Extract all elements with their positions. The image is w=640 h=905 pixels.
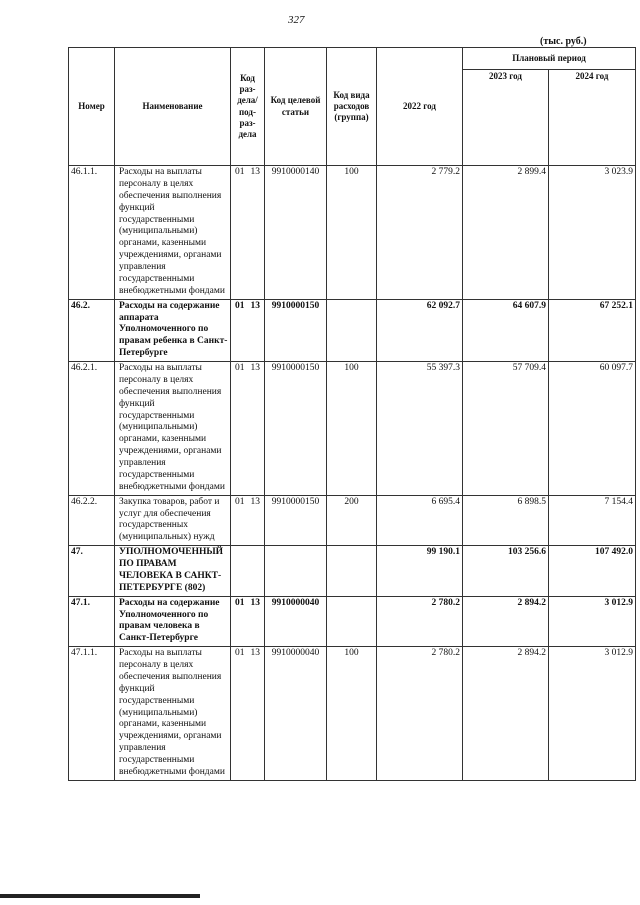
row-target-code: 9910000040 <box>265 647 327 781</box>
row-number: 46.2.2. <box>69 495 115 546</box>
row-target-code: 9910000140 <box>265 166 327 300</box>
row-expense-type: 100 <box>327 647 377 781</box>
row-2023-value: 2 899.4 <box>463 166 549 300</box>
row-2024-value: 7 154.4 <box>549 495 636 546</box>
row-target-code: 9910000150 <box>265 299 327 361</box>
row-section-code <box>231 299 265 361</box>
row-section: 01 <box>235 597 245 608</box>
row-section: 01 <box>235 648 245 659</box>
row-number: 47. <box>69 546 115 597</box>
row-number: 47.1.1. <box>69 647 115 781</box>
row-section-code <box>231 166 265 300</box>
table-row <box>69 596 636 647</box>
row-2024-value: 60 097.7 <box>549 362 636 496</box>
row-2024-value: 3 023.9 <box>549 166 636 300</box>
row-2024-value: 3 012.9 <box>549 647 636 781</box>
row-2024-value: 67 252.1 <box>549 299 636 361</box>
table-row <box>69 166 636 300</box>
row-expense-type <box>327 596 377 647</box>
row-2023-value: 64 607.9 <box>463 299 549 361</box>
header-name: Наименование <box>115 48 231 166</box>
row-number: 46.1.1. <box>69 166 115 300</box>
row-number: 46.2.1. <box>69 362 115 496</box>
row-number: 47.1. <box>69 596 115 647</box>
header-year-2023: 2023 год <box>463 70 549 166</box>
row-section-code <box>231 362 265 496</box>
row-2022-value: 2 780.2 <box>377 647 463 781</box>
row-section-code <box>231 546 265 597</box>
row-subsection: 13 <box>250 496 260 507</box>
table-row <box>69 299 636 361</box>
row-2023-value: 2 894.2 <box>463 596 549 647</box>
row-2023-value: 2 894.2 <box>463 647 549 781</box>
row-2022-value: 6 695.4 <box>377 495 463 546</box>
row-name: Расходы на выплаты персоналу в целях обеспечения выполнения функций государственными (муниципальными) органами, казенными учреждениями, органами управления государственными внебюджетными фондами <box>115 166 231 300</box>
row-name: Расходы на выплаты персоналу в целях обеспечения выполнения функций государственными (муниципальными) органами, казенными учреждениями, органами управления государственными внебюджетными фондами <box>115 647 231 781</box>
row-2024-value: 107 492.0 <box>549 546 636 597</box>
row-section-code <box>231 596 265 647</box>
header-year-2024: 2024 год <box>549 70 636 166</box>
row-2023-value: 6 898.5 <box>463 495 549 546</box>
row-expense-type <box>327 546 377 597</box>
row-subsection: 13 <box>250 363 260 373</box>
row-subsection: 13 <box>250 300 260 311</box>
table-row <box>69 647 636 781</box>
row-target-code <box>265 546 327 597</box>
row-subsection: 13 <box>250 167 260 177</box>
page-number: 327 <box>288 14 305 26</box>
row-name: Закупка товаров, работ и услуг для обеспечения государственных (муниципальных) нужд <box>115 495 231 546</box>
header-number: Номер <box>69 48 115 166</box>
row-2022-value: 2 779.2 <box>377 166 463 300</box>
row-2022-value: 62 092.7 <box>377 299 463 361</box>
row-expense-type: 100 <box>327 166 377 300</box>
row-name: Расходы на выплаты персоналу в целях обеспечения выполнения функций государственными (муниципальными) органами, казенными учреждениями, органами управления государственными внебюджетными фондами <box>115 362 231 496</box>
units-label: (тыс. руб.) <box>540 36 587 47</box>
row-2022-value: 99 190.1 <box>377 546 463 597</box>
row-2022-value: 2 780.2 <box>377 596 463 647</box>
row-2023-value: 57 709.4 <box>463 362 549 496</box>
row-2024-value: 3 012.9 <box>549 596 636 647</box>
table-row <box>69 546 636 597</box>
row-section: 01 <box>235 496 245 507</box>
row-expense-type <box>327 299 377 361</box>
row-section-code <box>231 647 265 781</box>
row-name: УПОЛНОМОЧЕННЫЙ ПО ПРАВАМ ЧЕЛОВЕКА В САНКТ-ПЕТЕРБУРГЕ (802) <box>115 546 231 597</box>
header-section: Код раз-дела/под-раз-дела <box>231 48 265 166</box>
row-expense-type: 100 <box>327 362 377 496</box>
header-year-2022: 2022 год <box>377 48 463 166</box>
row-expense-type: 200 <box>327 495 377 546</box>
row-number: 46.2. <box>69 299 115 361</box>
header-target: Код целевой статьи <box>265 48 327 166</box>
row-target-code: 9910000150 <box>265 362 327 496</box>
header-planned-period: Плановый период <box>463 48 636 70</box>
row-subsection: 13 <box>250 648 260 659</box>
row-name: Расходы на содержание Уполномоченного по правам человека в Санкт-Петербурге <box>115 596 231 647</box>
budget-table <box>68 47 636 781</box>
row-2023-value: 103 256.6 <box>463 546 549 597</box>
scan-artifact <box>0 894 200 898</box>
row-name: Расходы на содержание аппарата Уполномоченного по правам ребенка в Санкт-Петербурге <box>115 299 231 361</box>
row-2022-value: 55 397.3 <box>377 362 463 496</box>
row-section: 01 <box>235 300 245 311</box>
row-target-code: 9910000040 <box>265 596 327 647</box>
row-section: 01 <box>235 167 245 177</box>
row-section: 01 <box>235 363 245 373</box>
row-subsection: 13 <box>250 597 260 608</box>
header-expense-type: Код вида расходов (группа) <box>327 48 377 166</box>
table-row <box>69 362 636 496</box>
table-row <box>69 495 636 546</box>
row-section-code <box>231 495 265 546</box>
row-target-code: 9910000150 <box>265 495 327 546</box>
